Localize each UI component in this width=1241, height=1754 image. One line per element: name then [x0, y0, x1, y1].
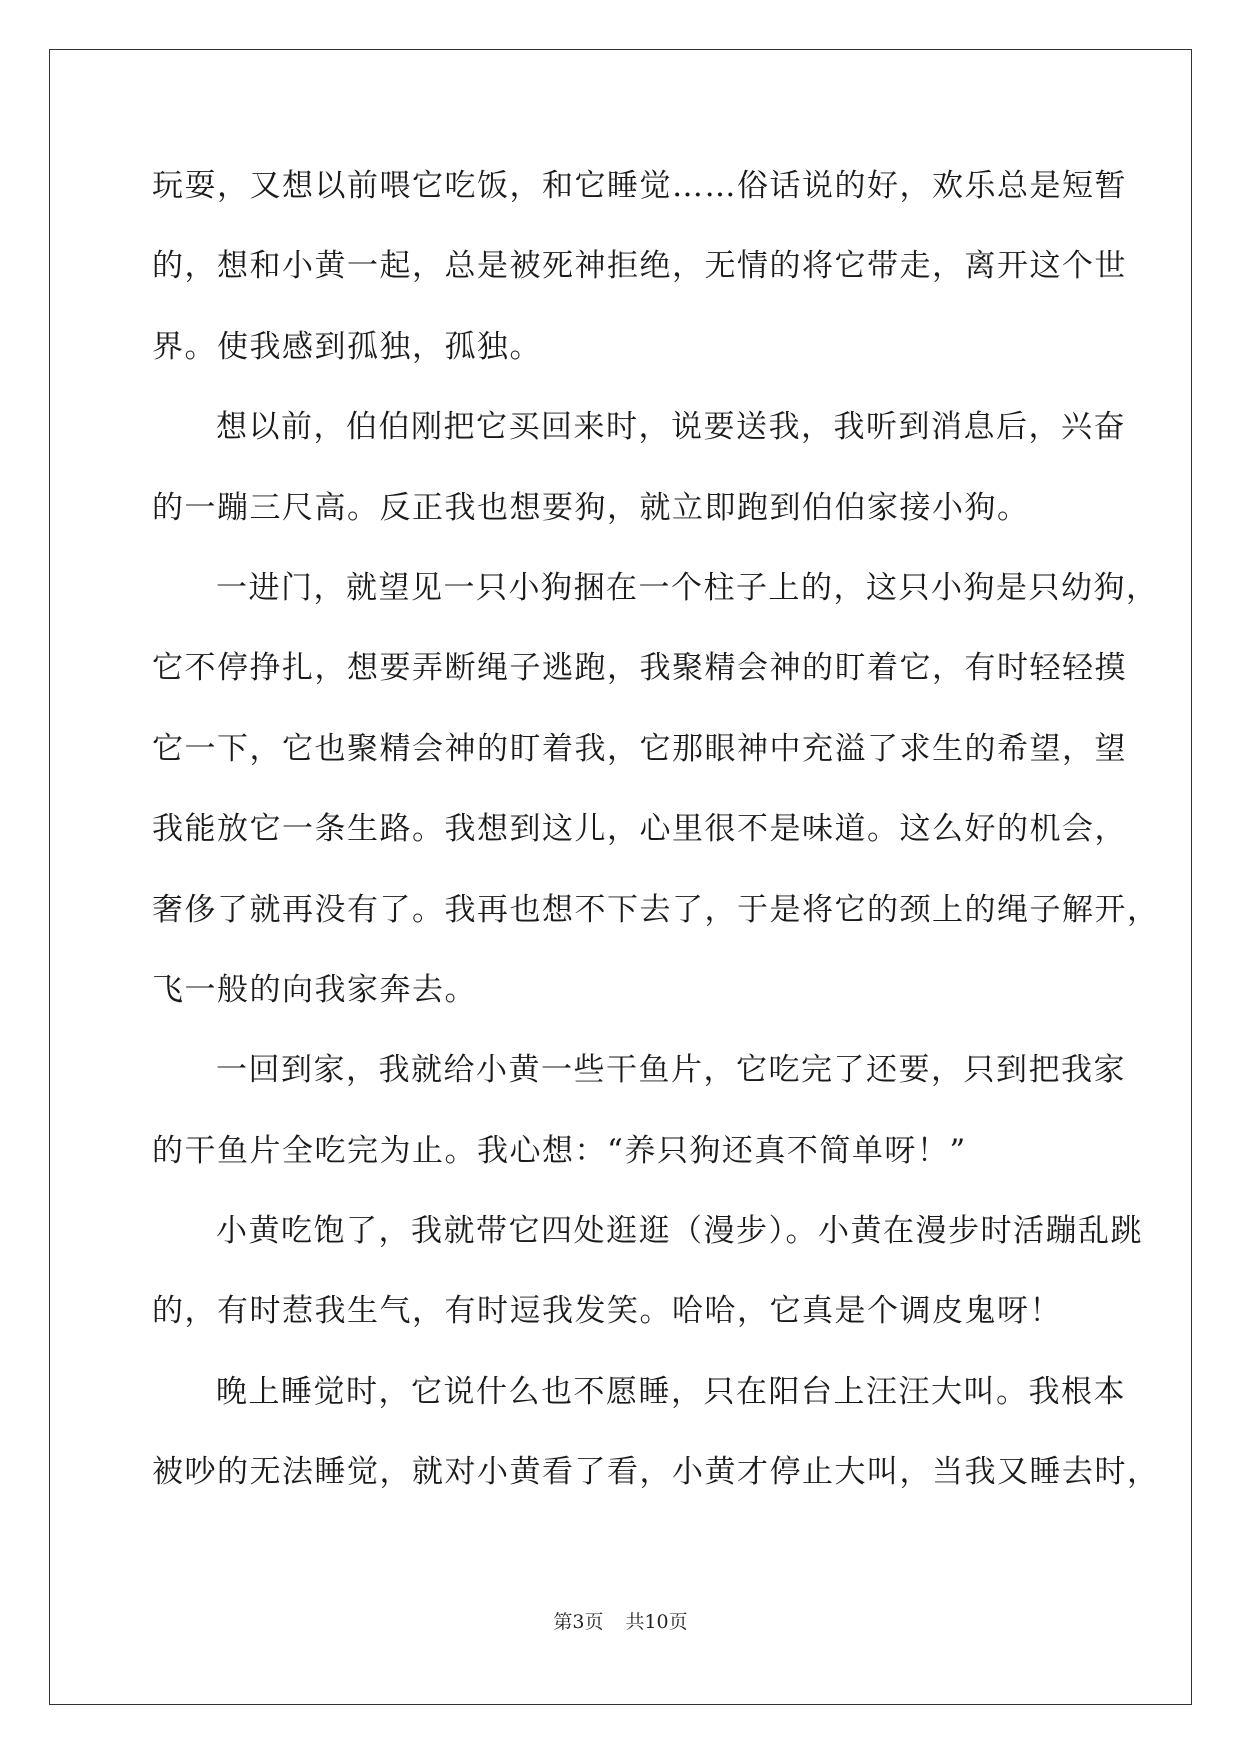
page-total: 共10页 [625, 1611, 688, 1633]
document-body [152, 160, 1160, 1527]
text-line: 界。使我感到孤独，孤独。 [152, 328, 542, 365]
page-number: 第3页 [553, 1611, 604, 1633]
text-line: 它不停挣扎，想要弄断绳子逃跑，我聚精会神的盯着它，有时轻轻摸 [152, 650, 1127, 687]
text-line: 玩耍，又想以前喂它吃饭，和它睡觉……俗话说的好，欢乐总是短暂 [152, 168, 1127, 204]
text-line: 它一下，它也聚精会神的盯着我，它那眼神中充溢了求生的希望，望 [152, 730, 1127, 767]
text-line: 想以前，伯伯刚把它买回来时，说要送我，我听到消息后，兴奋 [216, 409, 1126, 446]
text-line: 我能放它一条生路。我想到这儿，心里很不是味道。这么好的机会， [152, 811, 1127, 848]
text-line: 晚上睡觉时，它说什么也不愿睡，只在阳台上汪汪大叫。我根本 [216, 1373, 1126, 1410]
text-line: 的干鱼片全吃完为止。我心想：“养只狗还真不简单呀！” [152, 1132, 967, 1169]
page-footer [0, 1607, 1241, 1634]
text-line: 小黄吃饱了，我就带它四处逛逛（漫步）。小黄在漫步时活蹦乱跳 [216, 1213, 1143, 1250]
text-line: 一回到家，我就给小黄一些干鱼片，它吃完了还要，只到把我家 [216, 1052, 1126, 1089]
text-line: 的，有时惹我生气，有时逗我发笑。哈哈，它真是个调皮鬼呀！ [152, 1293, 1062, 1330]
text-line: 奢侈了就再没有了。我再也想不下去了，于是将它的颈上的绳子解开， [152, 891, 1160, 928]
text-line: 飞一般的向我家奔去。 [152, 971, 477, 1008]
text-line: 的一蹦三尺高。反正我也想要狗，就立即跑到伯伯家接小狗。 [152, 489, 1030, 526]
text-line: 的，想和小黄一起，总是被死神拒绝，无情的将它带走，离开这个世 [152, 248, 1127, 285]
text-line: 被吵的无法睡觉，就对小黄看了看，小黄才停止大叫，当我又睡去时， [152, 1454, 1160, 1491]
text-line: 一进门，就望见一只小狗捆在一个柱子上的，这只小狗是只幼狗， [216, 569, 1159, 606]
